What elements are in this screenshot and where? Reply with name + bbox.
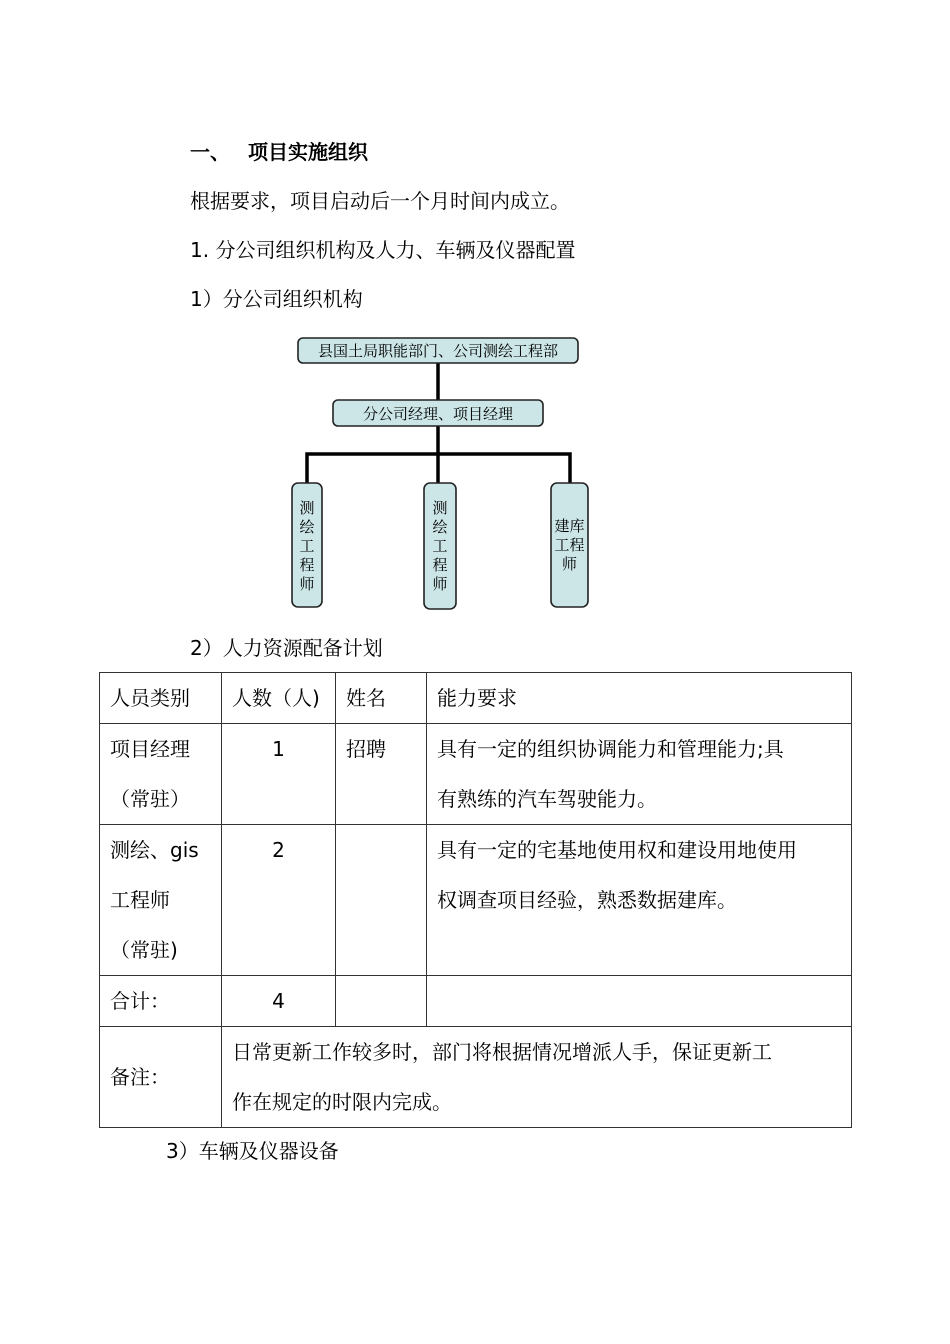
section-title: 项目实施组织 [248,140,368,164]
row1-count: 1 [222,724,336,825]
header-category: 人员类别 [100,673,222,724]
row2-requirement [427,825,852,976]
remark-label: 备注： [100,1027,222,1128]
org-leaf-1-char-4: 程 [299,556,315,574]
table-remark-row [100,1027,852,1128]
row1-req-line1: 具有一定的组织协调能力和管理能力;具 [437,737,784,761]
row1-req-line2: 有熟练的汽车驾驶能力。 [437,787,657,811]
hr-plan-table [99,672,852,1128]
section-number: 一、 [190,140,230,164]
row2-category-line2: 工程师 [110,888,170,912]
row1-category-line1: 项目经理 [110,737,190,761]
row1-name: 招聘 [336,724,427,825]
subheading-3: 3）车辆及仪器设备 [166,1139,339,1163]
row1-category-line2: （常驻） [110,787,190,811]
table-row [100,825,852,976]
org-leaf-1-char-5: 师 [299,575,315,593]
row1-category [100,724,222,825]
remark-line1: 日常更新工作较多时，部门将根据情况增派人手，保证更新工 [232,1040,772,1064]
table-row [100,724,852,825]
org-leaf-2-char-1: 测 [432,499,448,517]
org-leaf-2-char-4: 程 [432,556,448,574]
org-leaf-1-char-3: 工 [299,537,315,555]
subheading-2: 2）人力资源配备计划 [190,636,383,660]
org-leaf-2-char-3: 工 [432,537,448,555]
row2-category-line1: 测绘、gis [110,838,199,862]
row2-count: 2 [222,825,336,976]
org-leaf-3-line-3: 师 [561,555,578,573]
remark-text [222,1027,852,1128]
section-heading [190,138,368,166]
org-leaf-2-char-5: 师 [432,575,448,593]
org-top-label: 县国土局职能部门、公司测绘工程部 [317,342,559,360]
subheading-1a: 1）分公司组织机构 [190,287,363,311]
total-label: 合计： [100,976,222,1027]
org-leaf-1-char-1: 测 [299,499,315,517]
row2-req-line2: 权调查项目经验，熟悉数据建库。 [437,888,737,912]
subheading-1: 1. 分公司组织机构及人力、车辆及仪器配置 [190,238,576,262]
row2-req-line1: 具有一定的宅基地使用权和建设用地使用 [437,838,797,862]
header-name: 姓名 [336,673,427,724]
row2-category [100,825,222,976]
header-requirement: 能力要求 [427,673,852,724]
org-leaf-3-line-1: 建库 [554,517,585,535]
org-leaf-3-line-2: 工程 [554,536,585,554]
row1-requirement [427,724,852,825]
intro-paragraph: 根据要求，项目启动后一个月时间内成立。 [190,189,570,213]
table-header-row [100,673,852,724]
header-count: 人数（人) [222,673,336,724]
row2-category-line3: （常驻) [110,938,178,962]
remark-line2: 作在规定的时限内完成。 [232,1090,452,1114]
total-count: 4 [222,976,336,1027]
org-mid-label: 分公司经理、项目经理 [362,405,514,423]
org-chart [280,330,610,615]
org-leaf-1-char-2: 绘 [299,518,315,536]
table-total-row [100,976,852,1027]
total-name-empty [336,976,427,1027]
total-req-empty [427,976,852,1027]
org-leaf-2-char-2: 绘 [432,518,448,536]
row2-name [336,825,427,976]
